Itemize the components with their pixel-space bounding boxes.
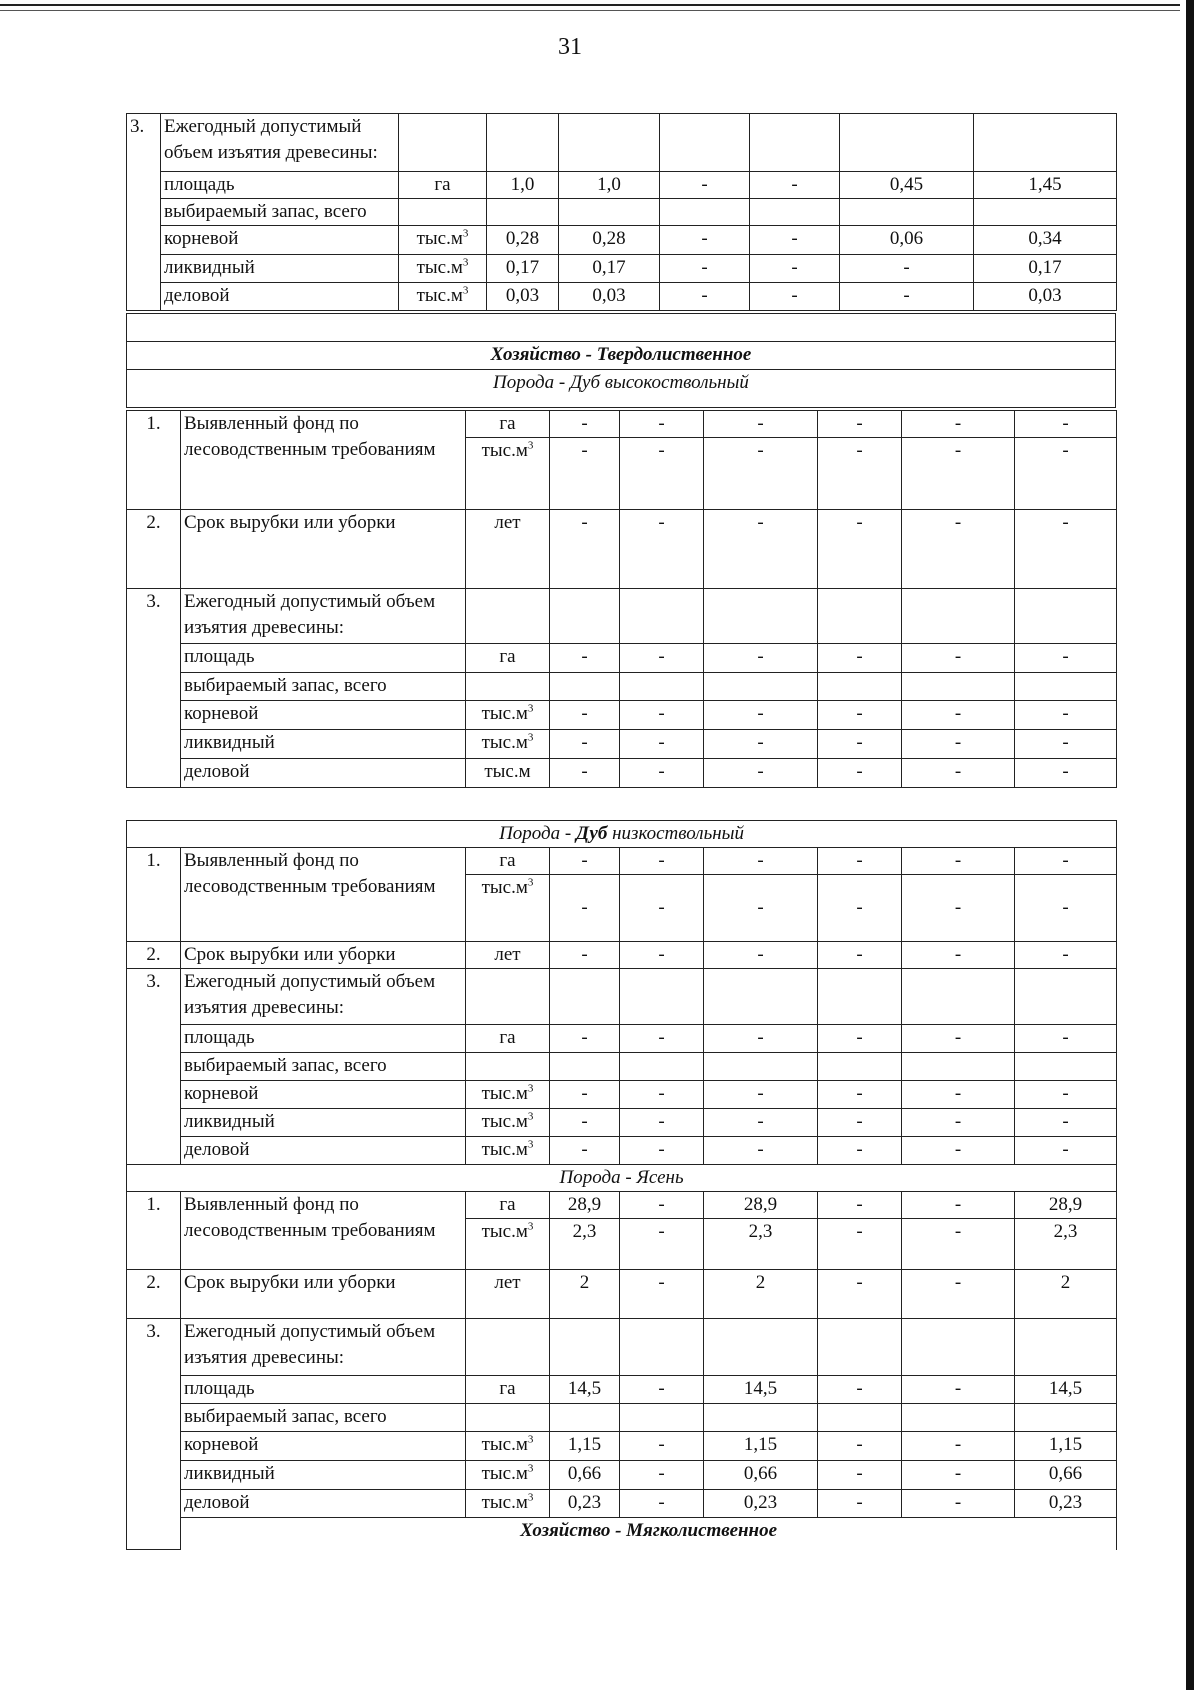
value-cell: - [818,759,902,788]
commercial-label: деловой [181,759,466,788]
table-continuation [126,113,1117,311]
value-cell: - [902,1025,1015,1053]
liquid-label: ликвидный [161,255,399,283]
value-cell: 0,66 [704,1461,818,1490]
value-cell: - [818,1461,902,1490]
row-number: 1. [127,848,181,942]
value-cell: 1,15 [1015,1432,1117,1461]
value-cell: - [550,848,620,875]
row-number: 2. [127,942,181,969]
row-number: 3. [127,114,161,311]
value-cell: - [750,226,840,255]
unit-years: лет [466,510,550,589]
value-cell: 0,17 [974,255,1117,283]
top-border-line [0,4,1180,6]
value-cell: 0,28 [487,226,559,255]
liquid-label: ликвидный [181,1109,466,1137]
value-cell: 2,3 [1015,1219,1117,1270]
value-cell: - [704,701,818,730]
value-cell: 28,9 [704,1192,818,1219]
root-label: корневой [161,226,399,255]
value-cell: 1,45 [974,172,1117,199]
value-cell: 0,23 [550,1490,620,1518]
value-cell: 2,3 [550,1219,620,1270]
value-cell: - [818,1192,902,1219]
value-cell: - [1015,730,1117,759]
value-cell: 28,9 [550,1192,620,1219]
value-cell: - [818,1219,902,1270]
value-cell: - [620,1137,704,1165]
value-cell: 1,0 [487,172,559,199]
row-number: 3. [127,589,181,788]
found-fund-label: Выявленный фонд по лесоводственным требованиям [181,411,466,510]
value-cell: 0,23 [1015,1490,1117,1518]
value-cell: 1,15 [704,1432,818,1461]
value-cell: 0,17 [487,255,559,283]
value-cell: - [902,1137,1015,1165]
unit-m3: $тыс.м^3$ [466,875,550,942]
value-cell: - [1015,411,1117,438]
value-cell: 14,5 [1015,1376,1117,1404]
value-cell: - [902,510,1015,589]
breed-ash-heading: Порода - Ясень [127,1165,1117,1192]
value-cell: - [1015,1109,1117,1137]
commercial-label: деловой [161,283,399,311]
value-cell: - [1015,1137,1117,1165]
unit-ha: га [466,1025,550,1053]
value-cell: 0,28 [559,226,660,255]
liquid-label: ликвидный [181,1461,466,1490]
value-cell: - [818,1025,902,1053]
breed-oak-high-heading: Порода - Дуб высокоствольный [127,370,1116,408]
unit-m3: $тыс.м^3$ [399,226,487,255]
value-cell: - [550,438,620,510]
value-cell: - [550,875,620,942]
value-cell: 0,06 [840,226,974,255]
cutting-term-label: Срок вырубки или уборки [181,1270,466,1319]
value-cell: - [550,510,620,589]
value-cell: - [620,1376,704,1404]
area-label: площадь [181,1376,466,1404]
value-cell: 0,17 [559,255,660,283]
value-cell: 0,03 [559,283,660,311]
value-cell: - [620,1461,704,1490]
value-cell: - [750,255,840,283]
value-cell: - [620,701,704,730]
value-cell: 0,03 [974,283,1117,311]
value-cell: 2 [1015,1270,1117,1319]
value-cell: - [818,1432,902,1461]
value-cell: - [704,438,818,510]
unit-ha: га [466,1192,550,1219]
value-cell: 0,23 [704,1490,818,1518]
value-cell: - [620,730,704,759]
value-cell: 14,5 [550,1376,620,1404]
value-cell: - [620,1490,704,1518]
value-cell: - [902,942,1015,969]
row-number: 1. [127,1192,181,1270]
value-cell: - [818,1137,902,1165]
value-cell: - [902,644,1015,673]
value-cell: - [750,172,840,199]
unit-m3: $тыс.м^3$ [466,438,550,510]
value-cell: - [550,1109,620,1137]
row-number: 1. [127,411,181,510]
value-cell: 0,34 [974,226,1117,255]
value-cell: - [840,283,974,311]
value-cell: - [902,1192,1015,1219]
unit-ha: га [466,1376,550,1404]
value-cell: - [1015,644,1117,673]
value-cell: - [818,644,902,673]
value-cell: - [902,1376,1015,1404]
value-cell: - [902,1270,1015,1319]
value-cell: - [620,942,704,969]
root-label: корневой [181,701,466,730]
total-stock-label: выбираемый запас, всего [161,199,399,226]
row-number: 2. [127,1270,181,1319]
value-cell: - [704,510,818,589]
area-label: площадь [181,644,466,673]
found-fund-label: Выявленный фонд по лесоводственным требованиям [181,848,466,942]
value-cell: - [1015,848,1117,875]
unit-m3: $тыс.м^3$ [466,1219,550,1270]
value-cell: - [550,730,620,759]
commercial-label: деловой [181,1137,466,1165]
value-cell: - [1015,1081,1117,1109]
value-cell: - [620,1192,704,1219]
value-cell: - [704,848,818,875]
value-cell: 0,66 [1015,1461,1117,1490]
unit-m3: $тыс.м^3$ [399,283,487,311]
value-cell: - [620,411,704,438]
value-cell: - [818,1490,902,1518]
value-cell: - [818,438,902,510]
value-cell: - [902,759,1015,788]
value-cell: 2 [550,1270,620,1319]
value-cell: - [1015,510,1117,589]
unit-m3: $тыс.м^3$ [466,1461,550,1490]
value-cell: 1,15 [550,1432,620,1461]
value-cell: - [902,701,1015,730]
unit-ha: га [466,644,550,673]
value-cell: - [902,1461,1015,1490]
value-cell: - [550,1081,620,1109]
value-cell: - [550,1137,620,1165]
value-cell: - [902,875,1015,942]
unit-years: лет [466,942,550,969]
value-cell: - [620,1270,704,1319]
top-border-line-thin [0,10,1180,11]
value-cell: - [620,875,704,942]
annual-allowable-label: Ежегодный допустимый объем изъятия древесины: [161,114,399,172]
value-cell: 0,66 [550,1461,620,1490]
value-cell: - [818,510,902,589]
root-label: корневой [181,1432,466,1461]
value-cell: - [550,644,620,673]
value-cell: - [818,1081,902,1109]
value-cell: - [902,411,1015,438]
page-number: 31 [558,34,582,60]
unit-m3: $тыс.м^3$ [399,255,487,283]
unit-m3: $тыс.м^3$ [466,701,550,730]
unit-m-plain: тыс.м [466,759,550,788]
unit-m3: $тыс.м^3$ [466,1109,550,1137]
value-cell: - [550,1025,620,1053]
unit-m3: $тыс.м^3$ [466,1432,550,1461]
value-cell: - [902,438,1015,510]
value-cell: - [620,510,704,589]
value-cell: - [818,848,902,875]
value-cell: - [1015,875,1117,942]
value-cell: - [902,730,1015,759]
farm-hard-heading: Хозяйство - Твердолиственное [127,342,1116,370]
value-cell: - [818,730,902,759]
value-cell: - [704,1081,818,1109]
value-cell: - [818,1109,902,1137]
unit-ha: га [466,411,550,438]
unit-ha: га [399,172,487,199]
value-cell: 14,5 [704,1376,818,1404]
cutting-term-label: Срок вырубки или уборки [181,942,466,969]
unit-m3: $тыс.м^3$ [466,1081,550,1109]
farm-soft-heading: Хозяйство - Мягколиственное [181,1518,1117,1550]
row-number: 3. [127,969,181,1165]
area-label: площадь [161,172,399,199]
total-stock-label: выбираемый запас, всего [181,1053,466,1081]
value-cell: - [818,701,902,730]
value-cell: - [818,1376,902,1404]
value-cell: - [1015,1025,1117,1053]
value-cell: - [550,411,620,438]
value-cell: - [902,1081,1015,1109]
value-cell: - [1015,438,1117,510]
value-cell: - [660,172,750,199]
value-cell: - [620,438,704,510]
root-label: корневой [181,1081,466,1109]
value-cell: - [902,1109,1015,1137]
value-cell: - [818,1270,902,1319]
found-fund-label: Выявленный фонд по лесоводственным требованиям [181,1192,466,1270]
value-cell: 1,0 [559,172,660,199]
value-cell: 2,3 [704,1219,818,1270]
value-cell: - [704,759,818,788]
scan-edge-shadow [1186,0,1194,1690]
value-cell: - [660,226,750,255]
value-cell: - [704,942,818,969]
cutting-term-label: Срок вырубки или уборки [181,510,466,589]
value-cell: - [620,1219,704,1270]
value-cell: - [620,1109,704,1137]
value-cell: - [620,1025,704,1053]
unit-m3: $тыс.м^3$ [466,1137,550,1165]
value-cell: - [704,411,818,438]
unit-m3: $тыс.м^3$ [466,1490,550,1518]
row-number: 2. [127,510,181,589]
blank-row [127,314,1116,342]
value-cell: - [550,701,620,730]
value-cell: - [902,1432,1015,1461]
value-cell: - [620,1432,704,1461]
table-oak-high [126,410,1117,788]
value-cell: - [704,1137,818,1165]
annual-allowable-label: Ежегодный допустимый объем изъятия древесины: [181,589,466,644]
value-cell: - [620,848,704,875]
value-cell: - [750,283,840,311]
area-label: площадь [181,1025,466,1053]
total-stock-label: выбираемый запас, всего [181,1404,466,1432]
value-cell: - [818,942,902,969]
value-cell: - [1015,942,1117,969]
unit-ha: га [466,848,550,875]
value-cell: - [550,759,620,788]
value-cell: 28,9 [1015,1192,1117,1219]
value-cell: - [1015,759,1117,788]
value-cell: - [620,1081,704,1109]
value-cell: - [620,759,704,788]
value-cell: - [818,875,902,942]
value-cell: - [1015,701,1117,730]
unit-years: лет [466,1270,550,1319]
value-cell: - [660,255,750,283]
value-cell: - [818,411,902,438]
value-cell: - [902,1490,1015,1518]
value-cell: - [660,283,750,311]
value-cell: - [704,1025,818,1053]
value-cell: - [840,255,974,283]
breed-oak-low-heading: Порода - Дуб низкоствольный [127,821,1117,848]
value-cell: - [550,942,620,969]
value-cell: - [704,644,818,673]
value-cell: - [902,1219,1015,1270]
table-oak-low-and-ash [126,820,1117,1550]
value-cell: - [704,875,818,942]
liquid-label: ликвидный [181,730,466,759]
value-cell: 2 [704,1270,818,1319]
value-cell: - [704,730,818,759]
value-cell: - [620,644,704,673]
annual-allowable-label: Ежегодный допустимый объем изъятия древесины: [181,969,466,1025]
total-stock-label: выбираемый запас, всего [181,673,466,701]
commercial-label: деловой [181,1490,466,1518]
row-number: 3. [127,1319,181,1550]
value-cell: 0,03 [487,283,559,311]
unit-m3: $тыс.м^3$ [466,730,550,759]
value-cell: 0,45 [840,172,974,199]
table-farm-header [126,313,1116,408]
value-cell: - [902,848,1015,875]
annual-allowable-label: Ежегодный допустимый объем изъятия древесины: [181,1319,466,1376]
value-cell: - [704,1109,818,1137]
